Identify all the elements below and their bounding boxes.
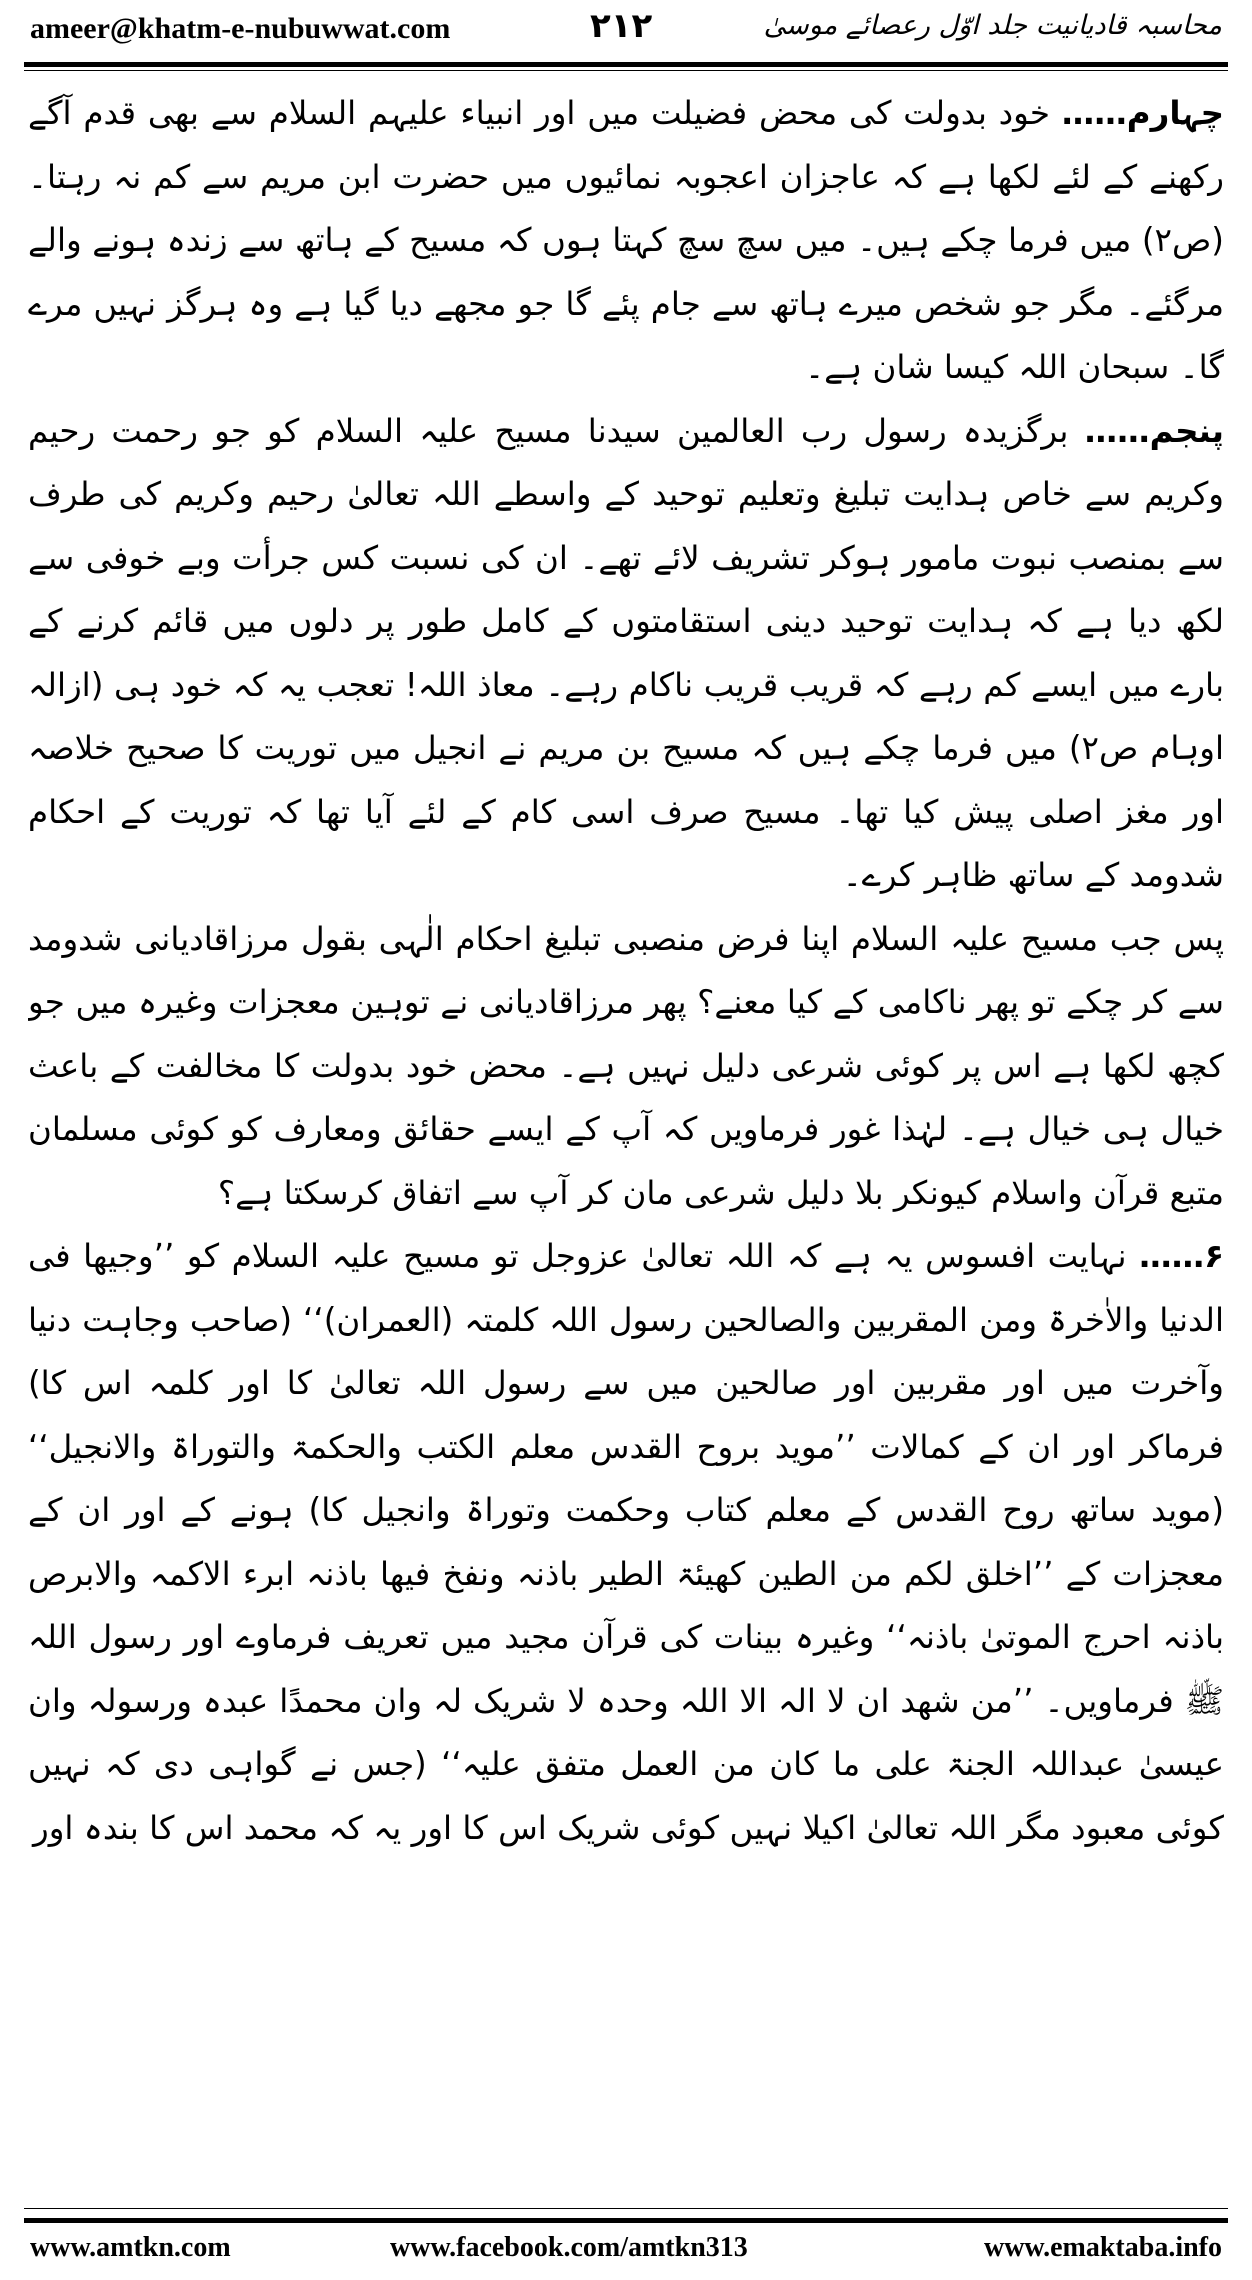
page-number: ۲۱۲ (590, 6, 653, 46)
paragraph-text: برگزیدہ رسول رب العالمین سیدنا مسیح علیہ السلام کو جو رحمت رحیم وکریم سے خاص ہدایت تبلیغ وتعلیم توحید کے واسطے اللہ تعالیٰ رحیم وکریم کی طرف سے بمنصب نبوت مامور ہوکر تشریف لائے تھے۔ ان کی نسبت کس جرأت وبے خوفی سے لکھ دیا ہے کہ ہدایت توحید دینی استقامتوں کے کامل طور پر دلوں میں قائم کرنے کے بارے میں ایسے کم رہے کہ قریب قریب ناکام رہے۔ معاذ اللہ! تعجب یہ کہ خود ہی (ازالہ اوہام ص۲) میں فرما چکے ہیں کہ مسیح بن مریم نے انجیل میں توریت کا صحیح خلاصہ اور مغز اصلی پیش کیا تھا۔ مسیح صرف اسی کام کے لئے آیا تھا کہ توریت کے احکام شدومد کے ساتھ ظاہر کرے۔ (28, 411, 1224, 894)
paragraph-conclusion (28, 908, 1224, 1226)
paragraph-lead: ۶…… (1139, 1237, 1224, 1275)
footer-link-facebook[interactable]: www.facebook.com/amtkn313 (390, 2232, 748, 2263)
footer-link-emaktaba[interactable]: www.emaktaba.info (983, 2232, 1222, 2263)
page-header (30, 6, 1222, 56)
paragraph-lead: پنجم…… (1084, 411, 1224, 450)
footer-rule-thin (24, 2208, 1228, 2209)
paragraph-lead: چہارم…… (1061, 94, 1224, 132)
header-email[interactable]: ameer@khatm-e-nubuwwat.com (30, 12, 451, 45)
paragraph-text: پس جب مسیح علیہ السلام اپنا فرض منصبی تبلیغ احکام الٰہی بقول مرزاقادیانی شدومد سے کر چکے تو پھر ناکامی کے کیا معنے؟ پھر مرزاقادیانی نے توہین معجزات وغیرہ میں جو کچھ لکھا ہے اس پر کوئی شرعی دلیل نہیں ہے۔ محض خود بدولت کا مخالفت کے باعث خیال ہی خیال ہے۔ لہٰذا غور فرماویں کہ آپ کے ایسے حقائق ومعارف کو کوئی مسلمان متبع قرآن واسلام کیونکر بلا دلیل شرعی مان کر آپ سے اتفاق کرسکتا ہے؟ (28, 919, 1224, 1212)
book-title: محاسبہ قادیانیت جلد اوّل رعصائے موسیٰ (763, 10, 1222, 41)
footer-rule-thick (24, 2218, 1228, 2223)
page-footer (30, 2228, 1222, 2272)
header-rule-thick (24, 62, 1228, 67)
page-body (28, 82, 1224, 2162)
header-rule-thin (24, 70, 1228, 71)
paragraph-5th (28, 400, 1224, 908)
footer-link-amtkn[interactable]: www.amtkn.com (30, 2232, 231, 2263)
paragraph-text: نہایت افسوس یہ ہے کہ اللہ تعالیٰ عزوجل تو مسیح علیہ السلام کو ’’وجیھا فی الدنیا والاٰخرۃ ومن المقربین والصالحین رسول اللہ کلمتہ (العمران)‘‘ (صاحب وجاہت دنیا وآخرت میں اور مقربین اور صالحین میں سے رسول اللہ تعالیٰ کا اور کلمہ اس کا) فرماکر اور ان کے کمالات ’’موید بروح القدس معلم الکتب والحکمۃ والتوراۃ والانجیل‘‘ (موید ساتھ روح القدس کے معلم کتاب وحکمت وتوراۃ وانجیل کا) ہونے کے اور ان کے معجزات کے ’’اخلق لکم من الطین کھیئۃ الطیر باذنہ ونفخ فیھا باذنہ ابرء الاکمہ والابرص باذنہ احرج الموتیٰ باذنہ‘‘ وغیرہ بینات کی قرآن مجید میں تعریف فرماوے اور رسول اللہ ﷺ فرماویں۔ ’’من شھد ان لا الہ الا اللہ وحدہ لا شریک لہ وان محمدًا عبدہ ورسولہ وان عیسیٰ عبداللہ الجنۃ علی ما کان من العمل متفق علیہ‘‘ (جس نے گواہی دی کہ نہیں کوئی معبود مگر اللہ تعالیٰ اکیلا نہیں کوئی شریک اس کا اور یہ کہ محمد اس کا بندہ اور (28, 1237, 1224, 1847)
paragraph-4th (28, 82, 1224, 400)
paragraph-text: خود بدولت کی محض فضیلت میں اور انبیاء علیہم السلام سے بھی قدم آگے رکھنے کے لئے لکھا ہے کہ عاجزان اعجوبہ نمائیوں میں حضرت ابن مریم سے کم نہ رہتا۔ (ص۲) میں فرما چکے ہیں۔ میں سچ سچ کہتا ہوں کہ مسیح کے ہاتھ سے زندہ ہونے والے مرگئے۔ مگر جو شخص میرے ہاتھ سے جام پئے گا جو مجھے دیا گیا ہے وہ ہرگز نہیں مرے گا۔ سبحان اللہ کیسا شان ہے۔ (28, 94, 1224, 386)
paragraph-6 (28, 1225, 1224, 1860)
